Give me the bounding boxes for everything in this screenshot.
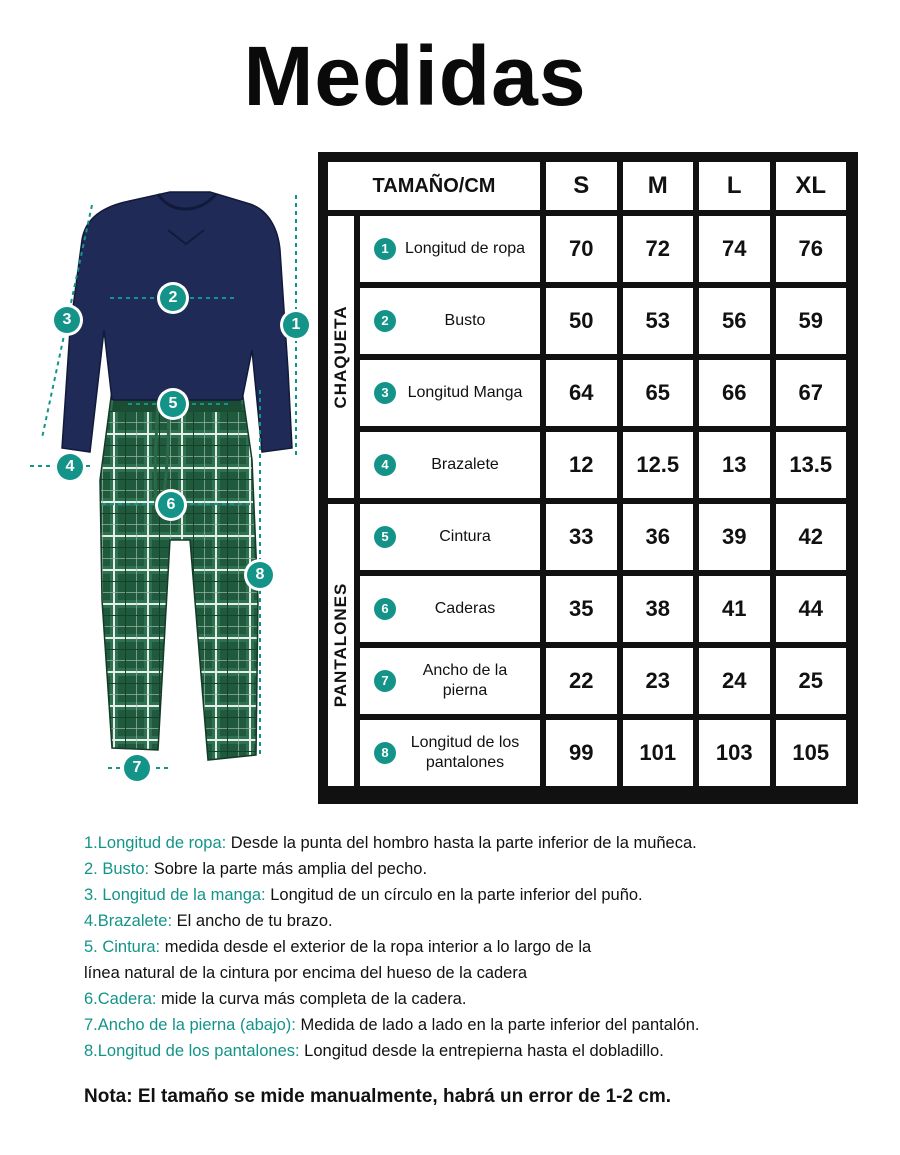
row-number-badge: 5 [374, 526, 396, 548]
table-cell-value: 44 [776, 576, 847, 642]
row-number-badge: 1 [374, 238, 396, 260]
row-label: Brazalete [431, 456, 499, 473]
group-label-text: CHAQUETA [331, 305, 350, 409]
note-key: 3. Longitud de la manga: [84, 886, 266, 904]
note-line [84, 1012, 874, 1038]
note-text: mide la curva más completa de la cadera. [156, 990, 467, 1008]
table-cell-value: 74 [699, 216, 770, 282]
group-label-chaqueta [328, 216, 354, 498]
note-key: 1.Longitud de ropa: [84, 834, 227, 852]
row-label-cell [360, 288, 540, 354]
header-size-xl: XL [776, 162, 847, 210]
row-number-badge: 4 [374, 454, 396, 476]
note-key: 4.Brazalete: [84, 912, 173, 930]
note-line [84, 934, 874, 960]
group-label-pantalones [328, 504, 354, 786]
row-label: Ancho de la pierna [422, 662, 508, 699]
marker-7: 7 [124, 755, 150, 781]
note-key: 7.Ancho de la pierna (abajo): [84, 1016, 296, 1034]
table-cell-value: 24 [699, 648, 770, 714]
table-cell-value: 101 [623, 720, 694, 786]
table-cell-value: 59 [776, 288, 847, 354]
pajama-illustration [30, 180, 330, 790]
header-size-s: S [546, 162, 617, 210]
note-key: 5. Cintura: [84, 938, 161, 956]
table-cell-value: 72 [623, 216, 694, 282]
row-number-badge: 2 [374, 310, 396, 332]
row-label: Longitud de ropa [404, 240, 526, 257]
row-label-cell [360, 576, 540, 642]
table-cell-value: 66 [699, 360, 770, 426]
note-line [84, 986, 874, 1012]
row-label-cell [360, 432, 540, 498]
table-cell-value: 25 [776, 648, 847, 714]
marker-3: 3 [54, 307, 80, 333]
table-cell-value: 56 [699, 288, 770, 354]
table-cell-value: 33 [546, 504, 617, 570]
note-line [84, 908, 874, 934]
table-cell-value: 36 [623, 504, 694, 570]
table-cell-value: 64 [546, 360, 617, 426]
table-cell-value: 53 [623, 288, 694, 354]
marker-5: 5 [160, 391, 186, 417]
row-label: Longitud Manga [407, 384, 523, 401]
note-text: medida desde el exterior de la ropa interior a lo largo de la [160, 938, 592, 956]
row-label-cell [360, 216, 540, 282]
row-number-badge: 3 [374, 382, 396, 404]
pants-shape [100, 390, 258, 760]
note-line [84, 882, 874, 908]
table-cell-value: 41 [699, 576, 770, 642]
marker-8: 8 [247, 562, 273, 588]
row-label: Caderas [434, 600, 496, 617]
measurement-notes [84, 830, 874, 1064]
note-text: Medida de lado a lado en la parte inferior del pantalón. [295, 1016, 700, 1034]
note-line [84, 960, 874, 986]
table-cell-value: 23 [623, 648, 694, 714]
table-cell-value: 39 [699, 504, 770, 570]
group-label-text: PANTALONES [331, 582, 350, 708]
note-line [84, 830, 874, 856]
note-key: 6.Cadera: [84, 990, 157, 1008]
row-number-badge: 7 [374, 670, 396, 692]
note-line [84, 856, 874, 882]
note-text: Desde la punta del hombro hasta la parte inferior de la muñeca. [226, 834, 697, 852]
header-size-l: L [699, 162, 770, 210]
header-size-m: M [623, 162, 694, 210]
row-label-cell [360, 504, 540, 570]
note-text: El ancho de tu brazo. [172, 912, 333, 930]
pajama-drawing [30, 180, 330, 790]
note-text: Longitud desde la entrepierna hasta el dobladillo. [299, 1042, 664, 1060]
table-cell-value: 13 [699, 432, 770, 498]
table-cell-value: 12.5 [623, 432, 694, 498]
row-label: Busto [444, 312, 486, 329]
marker-4: 4 [57, 454, 83, 480]
header-label: TAMAÑO/CM [328, 162, 540, 210]
size-table [318, 152, 858, 804]
note-line [84, 1038, 874, 1064]
row-number-badge: 8 [374, 742, 396, 764]
page-title: Medidas [243, 29, 587, 123]
row-label: Cintura [439, 528, 491, 545]
note-text: Sobre la parte más amplia del pecho. [149, 860, 428, 878]
table-cell-value: 70 [546, 216, 617, 282]
table-cell-value: 12 [546, 432, 617, 498]
table-cell-value: 67 [776, 360, 847, 426]
table-cell-value: 22 [546, 648, 617, 714]
footnote: Nota: El tamaño se mide manualmente, habrá un error de 1-2 cm. [84, 1086, 672, 1107]
table-cell-value: 38 [623, 576, 694, 642]
table-cell-value: 76 [776, 216, 847, 282]
table-cell-value: 103 [699, 720, 770, 786]
row-label-cell [360, 720, 540, 786]
note-key: 8.Longitud de los pantalones: [84, 1042, 300, 1060]
row-label: Longitud de los pantalones [410, 734, 520, 771]
note-text: Longitud de un círculo en la parte inferior del puño. [265, 886, 643, 904]
table-cell-value: 105 [776, 720, 847, 786]
table-cell-value: 42 [776, 504, 847, 570]
marker-2: 2 [160, 285, 186, 311]
note-key: 2. Busto: [84, 860, 150, 878]
row-number-badge: 6 [374, 598, 396, 620]
table-cell-value: 50 [546, 288, 617, 354]
row-label-cell [360, 648, 540, 714]
table-cell-value: 13.5 [776, 432, 847, 498]
table-cell-value: 99 [546, 720, 617, 786]
table-cell-value: 65 [623, 360, 694, 426]
marker-1: 1 [283, 312, 309, 338]
row-label-cell [360, 360, 540, 426]
marker-6: 6 [158, 492, 184, 518]
table-cell-value: 35 [546, 576, 617, 642]
note-text: línea natural de la cintura por encima del hueso de la cadera [84, 964, 528, 982]
